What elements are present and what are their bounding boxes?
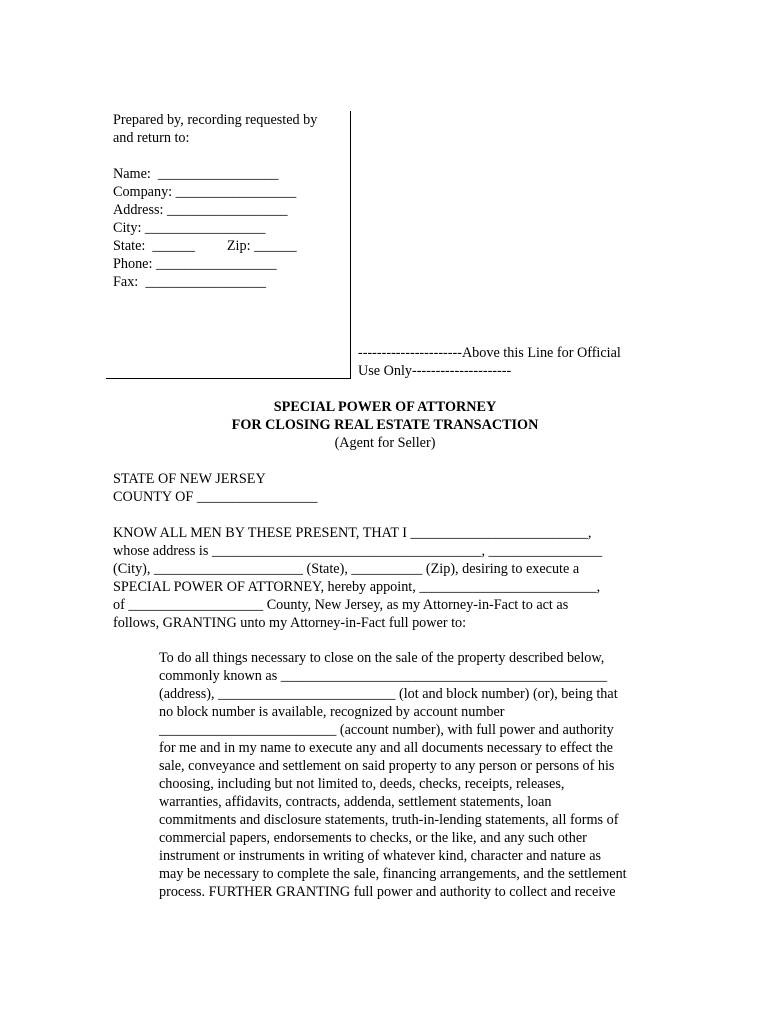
intro-line: of ___________________ County, New Jersey, as my Attorney-in-Fact to act as bbox=[113, 597, 569, 613]
intro-line: KNOW ALL MEN BY THESE PRESENT, THAT I _________________________, bbox=[113, 525, 592, 541]
body-line: no block number is available, recognized by account number bbox=[159, 704, 505, 720]
body-line: may be necessary to complete the sale, financing arrangements, and the settlement bbox=[159, 866, 627, 882]
body-line: choosing, including but not limited to, deeds, checks, receipts, releases, bbox=[159, 776, 565, 792]
city-field: City: _________________ bbox=[113, 220, 266, 236]
company-field: Company: _________________ bbox=[113, 184, 297, 200]
body-line: _________________________ (account number), with full power and authority bbox=[159, 722, 614, 738]
official-use-line-1: ----------------------Above this Line for Official bbox=[358, 345, 621, 361]
official-use-line-2: Use Only--------------------- bbox=[358, 363, 512, 379]
name-field: Name: _________________ bbox=[113, 166, 279, 182]
intro-line: whose address is ______________________________________, ________________ bbox=[113, 543, 603, 559]
body-line: sale, conveyance and settlement on said property to any person or persons of his bbox=[159, 758, 615, 774]
body-line: commonly known as ______________________________________________ bbox=[159, 668, 608, 684]
document-title-line-2: FOR CLOSING REAL ESTATE TRANSACTION bbox=[231, 417, 539, 433]
address-field: Address: _________________ bbox=[113, 202, 288, 218]
body-line: commitments and disclosure statements, truth-in-lending statements, all forms of bbox=[159, 812, 619, 828]
document-title-line-1: SPECIAL POWER OF ATTORNEY bbox=[273, 399, 497, 415]
prepared-by-line-2: and return to: bbox=[113, 130, 190, 146]
prepared-by-line-1: Prepared by, recording requested by bbox=[113, 112, 318, 128]
venue-state: STATE OF NEW JERSEY bbox=[113, 471, 266, 487]
body-line: for me and in my name to execute any and all documents necessary to effect the bbox=[159, 740, 613, 756]
body-line: To do all things necessary to close on the sale of the property described below, bbox=[159, 650, 605, 666]
intro-line: follows, GRANTING unto my Attorney-in-Fact full power to: bbox=[113, 615, 467, 631]
state-zip-field: State: ______ Zip: ______ bbox=[113, 238, 297, 254]
document-subtitle: (Agent for Seller) bbox=[334, 435, 436, 451]
header-vertical-divider bbox=[350, 111, 351, 379]
venue-county: COUNTY OF _________________ bbox=[113, 489, 318, 505]
phone-field: Phone: _________________ bbox=[113, 256, 277, 272]
intro-line: (City), _____________________ (State), __________ (Zip), desiring to execute a bbox=[113, 561, 580, 577]
intro-line: SPECIAL POWER OF ATTORNEY, hereby appoint, _________________________, bbox=[113, 579, 601, 595]
body-line: commercial papers, endorsements to checks, or the like, and any such other bbox=[159, 830, 587, 846]
header-horizontal-rule bbox=[106, 378, 351, 379]
body-line: (address), _________________________ (lot and block number) (or), being that bbox=[159, 686, 618, 702]
body-line: process. FURTHER GRANTING full power and authority to collect and receive bbox=[159, 884, 616, 900]
body-line: instrument or instruments in writing of whatever kind, character and nature as bbox=[159, 848, 602, 864]
fax-field: Fax: _________________ bbox=[113, 274, 266, 290]
body-line: warranties, affidavits, contracts, addenda, settlement statements, loan bbox=[159, 794, 552, 810]
